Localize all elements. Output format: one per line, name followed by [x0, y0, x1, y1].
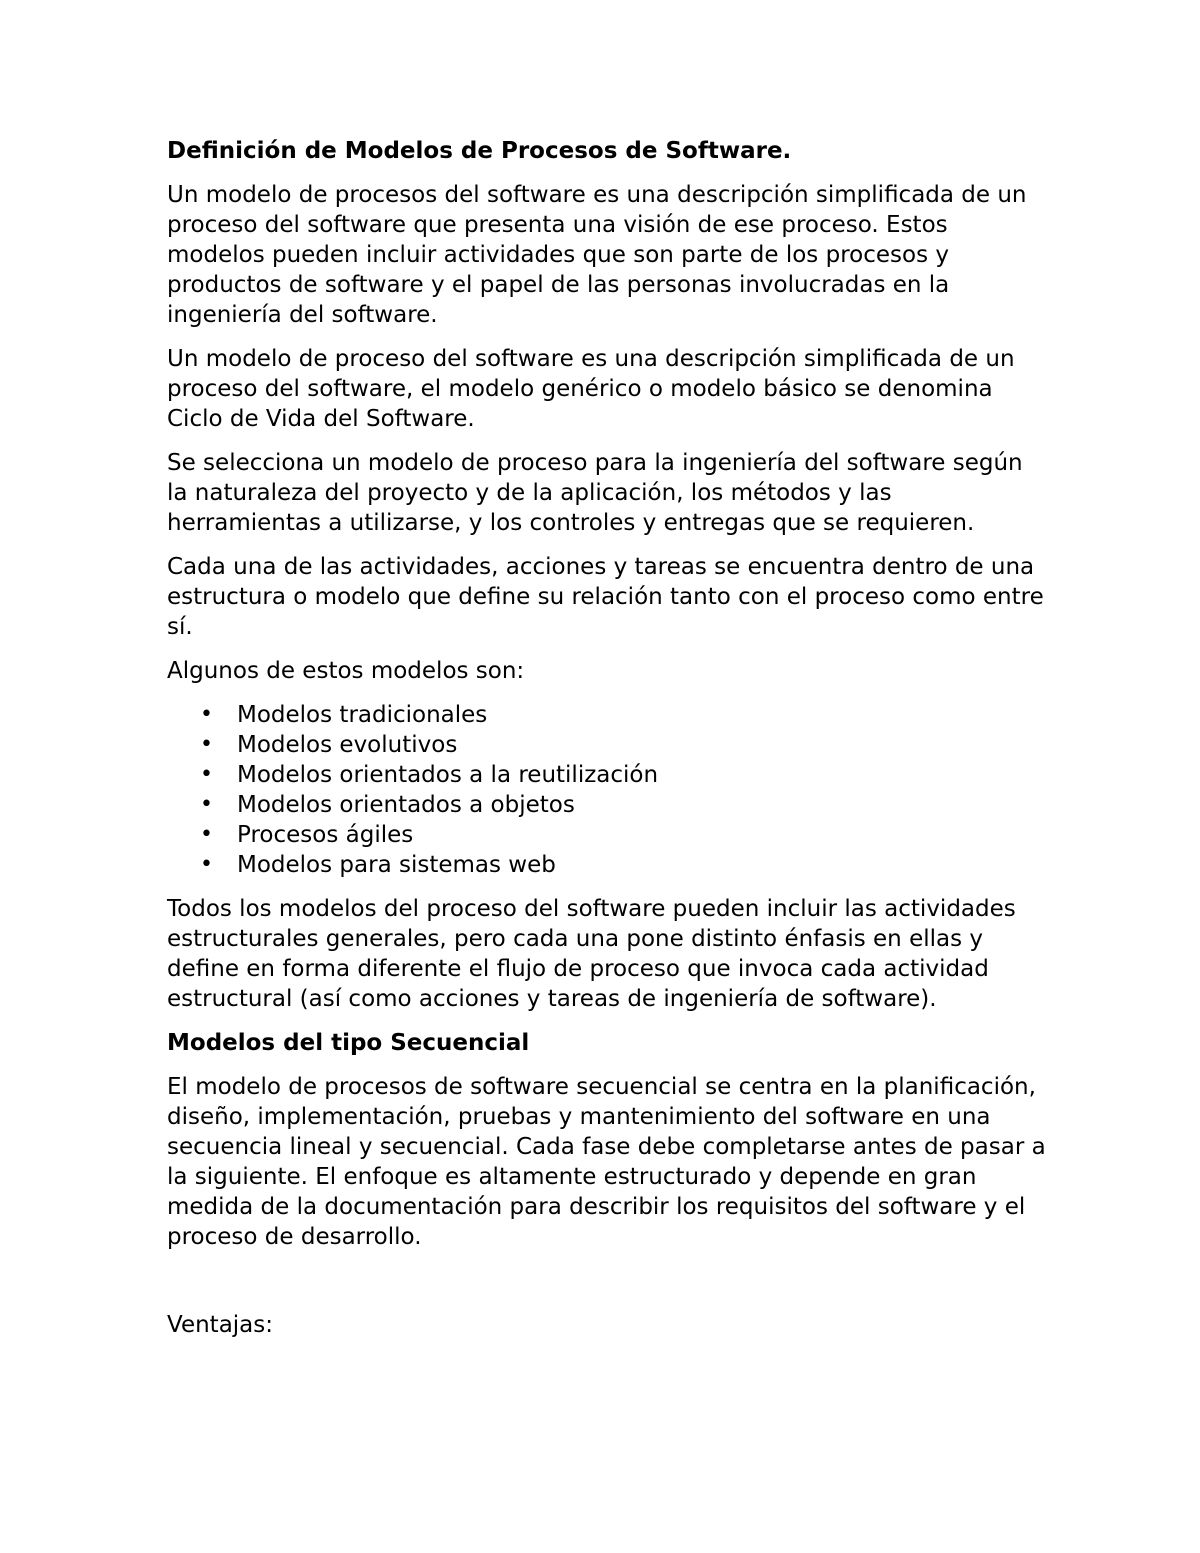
bullet-icon: • [200, 792, 213, 817]
section-heading-sequential: Modelos del tipo Secuencial [167, 1030, 530, 1056]
bullet-icon: • [200, 732, 213, 757]
bullet-icon: • [200, 822, 213, 847]
intro-paragraph-2: Un modelo de proceso del software es una descripción simplificada de un proceso del software, el modelo genérico o modelo básico se denomina Ciclo de Vida del Software. [167, 346, 1015, 432]
models-intro-paragraph: Algunos de estos modelos son: [167, 658, 525, 684]
intro-paragraph-1: Un modelo de procesos del software es una descripción simplificada de un proceso del software que presenta una visión de ese proceso. Estos modelos pueden incluir actividades que son parte de los procesos y productos de software y el papel de las personas involucradas en la ingeniería del software. [167, 182, 1027, 328]
list-item [200, 790, 1047, 820]
list-item-text: Modelos evolutivos [237, 732, 458, 758]
list-item-text: Modelos para sistemas web [237, 852, 556, 878]
list-item [200, 700, 1047, 730]
models-list [167, 700, 1047, 880]
intro-paragraph-3: Se selecciona un modelo de proceso para la ingeniería del software según la naturaleza del proyecto y de la aplicación, los métodos y las herramientas a utilizarse, y los controles y entregas que se requieren. [167, 450, 1023, 536]
list-item [200, 850, 1047, 880]
list-item [200, 760, 1047, 790]
list-item [200, 820, 1047, 850]
list-item-text: Modelos orientados a la reutilización [237, 762, 659, 788]
blank-line [167, 1266, 1047, 1310]
document-title: Definición de Modelos de Procesos de Software. [167, 138, 792, 164]
document-page [167, 136, 1047, 1354]
sequential-paragraph: El modelo de procesos de software secuencial se centra en la planificación, diseño, implementación, pruebas y mantenimiento del software en una secuencia lineal y secuencial. Cada fase debe completarse antes de pasar a la siguiente. El enfoque es altamente estructurado y depende en gran medida de la documentación para describir los requisitos del software y el proceso de desarrollo. [167, 1074, 1046, 1250]
list-item-text: Modelos tradicionales [237, 702, 488, 728]
bullet-icon: • [200, 852, 213, 877]
list-item-text: Procesos ágiles [237, 822, 414, 848]
models-summary-paragraph: Todos los modelos del proceso del software pueden incluir las actividades estructurales generales, pero cada una pone distinto énfasis en ellas y define en forma diferente el flujo de proceso que invoca cada actividad estructural (así como acciones y tareas de ingeniería de software). [167, 896, 1016, 1012]
bullet-icon: • [200, 702, 213, 727]
intro-paragraph-4: Cada una de las actividades, acciones y tareas se encuentra dentro de una estructura o modelo que define su relación tanto con el proceso como entre sí. [167, 554, 1044, 640]
ventajas-label: Ventajas: [167, 1312, 274, 1338]
list-item-text: Modelos orientados a objetos [237, 792, 575, 818]
bullet-icon: • [200, 762, 213, 787]
list-item [200, 730, 1047, 760]
